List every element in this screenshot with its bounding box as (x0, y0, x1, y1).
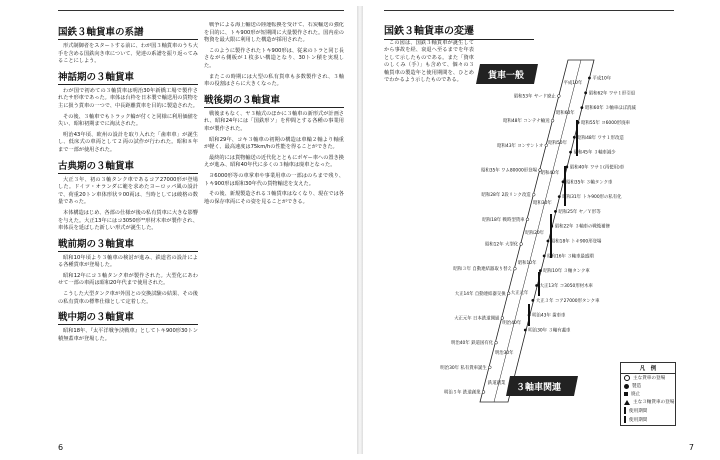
event-label-right: 大正13年 コ3050形材木車 (539, 284, 593, 289)
intro-paragraph: この図は、国鉄３軸貨車が誕生してから事故を経、衰退へ至るまでを年表として示したものである。また「資車のしくみ（手）」も含めて、個々の３軸貨車の製造年と使用期間を、ひとめでわかるよう示したものである。 (384, 40, 474, 84)
legend-item: 廃止 (621, 390, 675, 398)
event-label-left: 昭和35年 ワム80000形登場 (480, 168, 537, 174)
square-symbol-icon (624, 392, 628, 396)
event-ring (495, 341, 498, 344)
badge-three-axle-text: ３軸車関連 (516, 383, 562, 393)
event-label-left: 昭和48年 コンテナ輸送 (503, 119, 550, 125)
usage-bar (550, 214, 552, 258)
legend-item: 使用期間 (621, 415, 675, 424)
timeline-year: 昭和50年 (548, 141, 567, 146)
event-label-left: 明治40年 鉄道国有化 (450, 341, 494, 347)
body-paragraph: その後、新規製造される３軸貨車はなくなり、現在では各地の保存車両にその姿を見ることができる。 (204, 191, 344, 205)
badge-three-axle (506, 376, 578, 396)
legend-item: 製造 (621, 382, 675, 390)
event-dot (577, 121, 580, 124)
body-paragraph: わが国で初めての３軸貨車は明治30年新橋工場で製作されたサ形車であった。車体は台枠を日本製で輸送用の貨物を主に扱う貨車の一つで、中長距離貨車を目的に製造された。 (58, 87, 198, 109)
event-label-right: 昭和35年 ３軸タンク車 (566, 180, 613, 186)
body-paragraph: 最終的には貨物輸送の近代化とともにボギー車への置き換えが進み、昭和40年代に多くの３軸車は廃車となった。 (204, 154, 344, 169)
section-heading: 古典期の３軸貨車 (58, 158, 198, 174)
dot-symbol-icon (624, 384, 629, 389)
event-label-right: 昭和31年 トキ900形の私有化 (562, 195, 622, 201)
timeline-year: 鉄道創業 (487, 381, 506, 386)
timeline-year: 明治40年 (502, 321, 522, 326)
section-heading: 国鉄３軸貨車の系譜 (58, 24, 198, 40)
event-label-right: 昭和16年 ３軸車最盛期 (547, 254, 594, 260)
header-rule (58, 10, 344, 11)
text-column-1 (58, 22, 198, 346)
timeline-year: 昭和60年 (555, 111, 575, 116)
page-title: 国鉄３軸貨車の変遷 (384, 22, 534, 40)
event-dot (584, 91, 587, 94)
event-dot (573, 136, 576, 139)
event-label-left: 昭和53年 ヤード廃止 (513, 94, 556, 100)
timeline-year: 昭和20年 (525, 231, 545, 236)
event-label-left: 昭和12年 大型化 (484, 242, 519, 248)
event-dot (569, 151, 572, 154)
event-label-right: 昭和55年 ヨ6000形廃車 (581, 121, 631, 126)
event-dot (550, 225, 553, 228)
event-ring (551, 119, 554, 122)
event-dot (562, 180, 565, 183)
body-paragraph: 昭和10年頃より３軸車の検討が進み、鉄道省の設計による各種貨車が登場した。 (58, 254, 198, 269)
event-dot (565, 166, 568, 169)
body-paragraph: こうした大型タンク車が外国との交換試験の結果、その後の私有貨車の標準仕様として定着した。 (58, 291, 198, 305)
event-dot (528, 314, 531, 317)
event-label-right: 平成10年 (592, 76, 612, 82)
event-label-left: 昭和43年 ヨンサントオ (497, 143, 544, 149)
section-heading: 戦後期の３軸貨車 (204, 92, 344, 108)
event-label-right: 大正３年 コア27000形タンク車 (535, 298, 600, 304)
event-ring (482, 391, 485, 394)
event-ring (501, 317, 504, 320)
event-label-right: 明治30年 ３軸有蓋車 (528, 328, 571, 334)
legend-item: 主な貨車の登場 (621, 374, 675, 382)
legend-item: 使用期間 (621, 406, 675, 415)
event-label-right: 昭和45年 ３軸車減少 (573, 150, 616, 156)
event-dot (588, 77, 591, 80)
body-paragraph: 明治43年頃、欧州の設計を取り入れた「歯車車」が誕生し、低床式の車両として２両の試作が行われた。昭和８年まで一部が使用された。 (58, 131, 198, 153)
event-label-left: 昭和28年 2段リンク改造 (481, 193, 531, 199)
text-column-2 (204, 22, 344, 209)
event-dot (543, 254, 546, 257)
section-heading: 戦中期の３軸貨車 (58, 309, 198, 325)
triangle-symbol-icon (624, 400, 630, 405)
ring-symbol-icon (624, 375, 630, 381)
event-label-left: 昭和３年 自動連結器取り替え (453, 267, 512, 273)
event-dot (531, 299, 534, 302)
event-dot (558, 195, 561, 198)
legend-item: 主な３軸貨車の登場 (621, 398, 675, 406)
timeline-year: 明治30年 (494, 351, 514, 356)
timeline-year: 昭和10年 (517, 261, 537, 266)
body-paragraph: 本体構造はじめ、各部の仕様が後の私有貨車に大きな影響を与えた。大正13年にはコ3050形³³形材木車が製作され、車体長を延ばした新しい形式が誕生した。 (58, 209, 198, 232)
body-paragraph: ヨ6000形等の車掌車や事業用車の一部はのちまで残り、トキ900形は昭和30年代の貨物輸送を支えた。 (204, 172, 344, 187)
section-heading: 戦前期の３軸貨車 (58, 236, 198, 252)
event-dot (580, 106, 583, 109)
event-label-left: 明治５年 鉄道創業 (443, 390, 481, 396)
timeline-year: 大正元年 (510, 291, 529, 296)
bar-symbol-icon (624, 407, 626, 414)
body-paragraph: その後、３軸車でもトラック輪が付くと同様に利用価値を失い、昭和初期までに淘汰された。 (58, 113, 198, 128)
event-dot (547, 240, 550, 243)
event-label-right: 昭和22年 ３軸車の戦後補修 (554, 224, 610, 230)
event-ring (488, 366, 491, 369)
event-ring (514, 267, 517, 270)
body-paragraph: 形式制御者をスタートする前に、わが国３軸貨車のうち大手を含める国鉄向き車について、発達の系譜を振り返ってみることにしよう。 (58, 43, 198, 65)
event-label-right: 昭和60年 ３軸車ほぼ消滅 (584, 106, 636, 112)
body-paragraph: 大正３年、初の３軸タンク車であるコア27000形が登場した。ドイツ・オランダに範を求めたヨーロッパ風の設計で、荷重20トン車体形状９00両は、当時としては破格の数量であった。 (58, 176, 198, 206)
event-ring (539, 169, 542, 172)
badge-general-wagons (476, 64, 538, 84)
legend-title: 凡 例 (621, 363, 675, 374)
event-label-right: 明治43年 歯車車 (532, 313, 566, 319)
body-paragraph: このように製作されたトキ900形は、従来のトラと同じ長さながら側板が１枚多い構造となり、30トン積を実現した。 (204, 47, 344, 69)
event-label-right: 昭和48年 ワサ１形改造 (577, 135, 624, 141)
event-ring (526, 218, 529, 221)
page-number-left: 6 (58, 443, 64, 452)
timeline-year: 昭和30年 (533, 201, 552, 206)
body-paragraph: 昭和18年、『太平洋戦争決戦車』としてトキ900形30トン積無蓋車が登場した。 (58, 328, 198, 342)
bar-symbol-icon (624, 416, 626, 423)
event-label-left: 大正元年 日本鉄道開通 (454, 316, 500, 322)
event-label-left: 大正14年 自動連結器交換 (454, 291, 506, 297)
section-heading: 神話期の３軸貨車 (58, 69, 198, 85)
legend (620, 362, 676, 426)
body-paragraph: 昭和12年にコ３軸タンク車が製作された。大型化にあわせて一部の車両は昭和20年代まで使用された。 (58, 272, 198, 287)
timeline-year: 昭和40年 (540, 171, 560, 176)
event-ring (545, 144, 548, 147)
timeline-year: 平成10年 (563, 81, 583, 86)
event-ring (507, 292, 510, 295)
badge-general-text: 貨車一般 (488, 71, 525, 81)
event-label-left: 明治30年 私有貨車誕生 (440, 365, 487, 371)
event-label-right: 昭和62年 ワサ１形引退 (588, 91, 636, 97)
event-dot (524, 329, 527, 332)
event-label-right: 昭和18年 トキ900形登場 (550, 239, 602, 245)
event-label-left: 昭和18年 戦時型貨車 (482, 217, 525, 223)
event-ring (532, 193, 535, 196)
body-paragraph: またこの時期には大型の私有貨車も多数製作され、３軸車の役割はさらに大きくなった。 (204, 73, 344, 88)
event-dot (535, 284, 538, 287)
page-number-right: 7 (688, 443, 694, 452)
event-label-right: 昭和10年 ３軸タンク車 (543, 269, 590, 275)
body-paragraph: 戦後まもなく、ヤ３軸式のほかに３軸車の新形式が計画され、昭和24年には「国鉄形ソ」を仲間とする各種の事業用車が製作された。 (204, 110, 344, 132)
body-paragraph: 昭和29年、コキ３軸車の初期の構造は車輪２軸より軸重が軽く、最高速度は75km/hの性能を得ることができた。 (204, 136, 344, 151)
event-ring (557, 95, 560, 98)
event-ring (520, 243, 523, 246)
event-label-right: 昭和40年 ワサ１(再使用)車 (569, 165, 625, 171)
event-dot (539, 269, 542, 272)
event-label-right: 昭和25年 ヤ／Ｙ形等 (558, 209, 601, 215)
right-page (362, 0, 720, 460)
left-page (0, 0, 358, 460)
body-paragraph: 戦争による海上輸送の陸運転換を受けて、石炭輸送の強化を目的に、トキ900形が短期間に大量製作された。国内産の物資を最大限に利用した構造が採用された。 (204, 22, 344, 44)
event-dot (554, 210, 557, 213)
